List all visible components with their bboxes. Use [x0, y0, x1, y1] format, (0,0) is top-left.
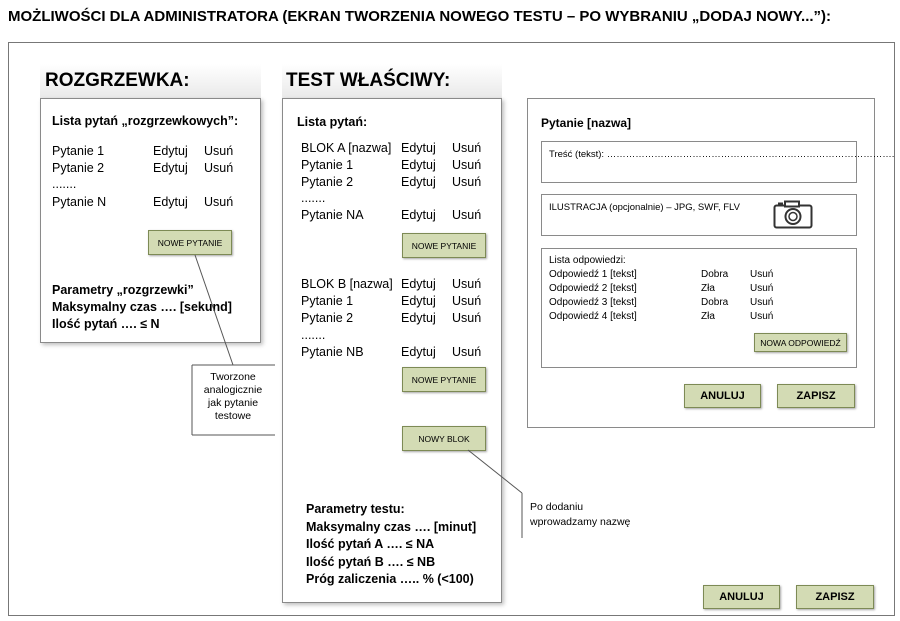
answer-text: Odpowiedź 1 [tekst] — [549, 269, 637, 280]
answer-text: Odpowiedź 4 [tekst] — [549, 311, 637, 322]
page-title: MOŻLIWOŚCI DLA ADMINISTRATORA (EKRAN TWORZENIA NOWEGO TESTU – PO WYBRANIU „DODAJ NOWY...”): — [8, 8, 832, 25]
test-question-count-b: Ilość pytań B …. ≤ NB — [306, 555, 436, 569]
question-name: Pytanie 1 — [301, 294, 354, 308]
ellipsis: ....... — [301, 328, 326, 342]
callout-leader-line — [468, 450, 522, 493]
edit-link[interactable]: Edytuj — [401, 175, 436, 189]
note-line: Tworzone — [210, 371, 256, 383]
delete-link[interactable]: Usuń — [452, 294, 482, 308]
note-line: analogicznie — [203, 384, 263, 396]
warmup-header: ROZGRZEWKA: — [45, 70, 190, 91]
delete-link[interactable]: Usuń — [204, 195, 234, 209]
question-name: Pytanie 1 — [52, 144, 105, 158]
block-name: BLOK A [nazwa] — [301, 141, 392, 155]
test-params-title: Parametry testu: — [306, 502, 405, 516]
warmup-max-time: Maksymalny czas …. [sekund] — [52, 300, 232, 314]
question-name: Pytanie N — [52, 195, 107, 209]
delete-link[interactable]: Usuń — [204, 161, 234, 175]
answer-status[interactable]: Zła — [701, 283, 715, 294]
delete-link[interactable]: Usuń — [452, 158, 482, 172]
answer-status[interactable]: Zła — [701, 311, 715, 322]
answers-title: Lista odpowiedzi: — [549, 255, 626, 266]
delete-link[interactable]: Usuń — [452, 311, 482, 325]
block-a-new-question-button[interactable]: NOWE PYTANIE — [402, 233, 486, 258]
edit-link[interactable]: Edytuj — [401, 158, 436, 172]
new-answer-button[interactable]: NOWA ODPOWIEDŹ — [754, 333, 847, 352]
question-name: Pytanie 1 — [301, 158, 354, 172]
edit-link[interactable]: Edytuj — [153, 195, 188, 209]
question-name: Pytanie 2 — [301, 311, 354, 325]
delete-link[interactable]: Usuń — [750, 283, 774, 294]
ellipsis: ....... — [301, 191, 326, 205]
edit-link[interactable]: Edytuj — [401, 311, 436, 325]
delete-link[interactable]: Usuń — [750, 269, 774, 280]
delete-link[interactable]: Usuń — [750, 311, 774, 322]
delete-link[interactable]: Usuń — [452, 345, 482, 359]
delete-link[interactable]: Usuń — [452, 175, 482, 189]
answer-text: Odpowiedź 2 [tekst] — [549, 283, 637, 294]
cancel-button[interactable]: ANULUJ — [703, 585, 780, 609]
delete-link[interactable]: Usuń — [452, 141, 482, 155]
test-question-count-a: Ilość pytań A …. ≤ NA — [306, 537, 435, 551]
answer-status[interactable]: Dobra — [701, 297, 729, 308]
save-button[interactable]: ZAPISZ — [796, 585, 874, 609]
warmup-new-question-button[interactable]: NOWE PYTANIE — [148, 230, 232, 255]
answer-text: Odpowiedź 3 [tekst] — [549, 297, 637, 308]
ellipsis: ....... — [52, 177, 77, 191]
block-name: BLOK B [nazwa] — [301, 277, 393, 291]
note-line: wprowadzamy nazwę — [530, 516, 631, 528]
edit-link[interactable]: Edytuj — [153, 144, 188, 158]
delete-link[interactable]: Usuń — [204, 144, 234, 158]
illustration-label: ILUSTRACJA (opcjonalnie) – JPG, SWF, FLV — [549, 202, 740, 213]
edit-link[interactable]: Edytuj — [153, 161, 188, 175]
warmup-params-title: Parametry „rozgrzewki” — [52, 283, 194, 297]
question-cancel-button[interactable]: ANULUJ — [684, 384, 761, 408]
delete-link[interactable]: Usuń — [452, 208, 482, 222]
edit-link[interactable]: Edytuj — [401, 294, 436, 308]
new-block-button[interactable]: NOWY BLOK — [402, 426, 486, 451]
note-line: jak pytanie — [207, 397, 259, 409]
test-list-title: Lista pytań: — [297, 115, 368, 129]
edit-link[interactable]: Edytuj — [401, 141, 436, 155]
edit-link[interactable]: Edytuj — [401, 208, 436, 222]
callout-leader-line — [195, 255, 233, 365]
question-name: Pytanie 2 — [52, 161, 105, 175]
content-label: Treść (tekst): ………………………………………………………………………………. — [549, 149, 895, 160]
test-header: TEST WŁAŚCIWY: — [286, 70, 451, 91]
delete-link[interactable]: Usuń — [750, 297, 774, 308]
delete-link[interactable]: Usuń — [452, 277, 482, 291]
edit-link[interactable]: Edytuj — [401, 277, 436, 291]
question-save-button[interactable]: ZAPISZ — [777, 384, 855, 408]
analogous-note — [192, 371, 274, 423]
warmup-question-count: Ilość pytań …. ≤ N — [52, 317, 160, 331]
after-add-note — [530, 500, 630, 530]
warmup-list-title: Lista pytań „rozgrzewkowych”: — [52, 114, 239, 128]
note-line: testowe — [214, 410, 252, 422]
test-max-time: Maksymalny czas …. [minut] — [306, 520, 477, 534]
question-title: Pytanie [nazwa] — [541, 116, 632, 130]
question-name: Pytanie 2 — [301, 175, 354, 189]
edit-link[interactable]: Edytuj — [401, 345, 436, 359]
answer-status[interactable]: Dobra — [701, 269, 729, 280]
question-name: Pytanie NA — [301, 208, 364, 222]
test-pass-threshold: Próg zaliczenia ….. % (<100) — [306, 572, 474, 586]
note-line: Po dodaniu — [530, 501, 584, 513]
question-name: Pytanie NB — [301, 345, 364, 359]
block-b-new-question-button[interactable]: NOWE PYTANIE — [402, 367, 486, 392]
